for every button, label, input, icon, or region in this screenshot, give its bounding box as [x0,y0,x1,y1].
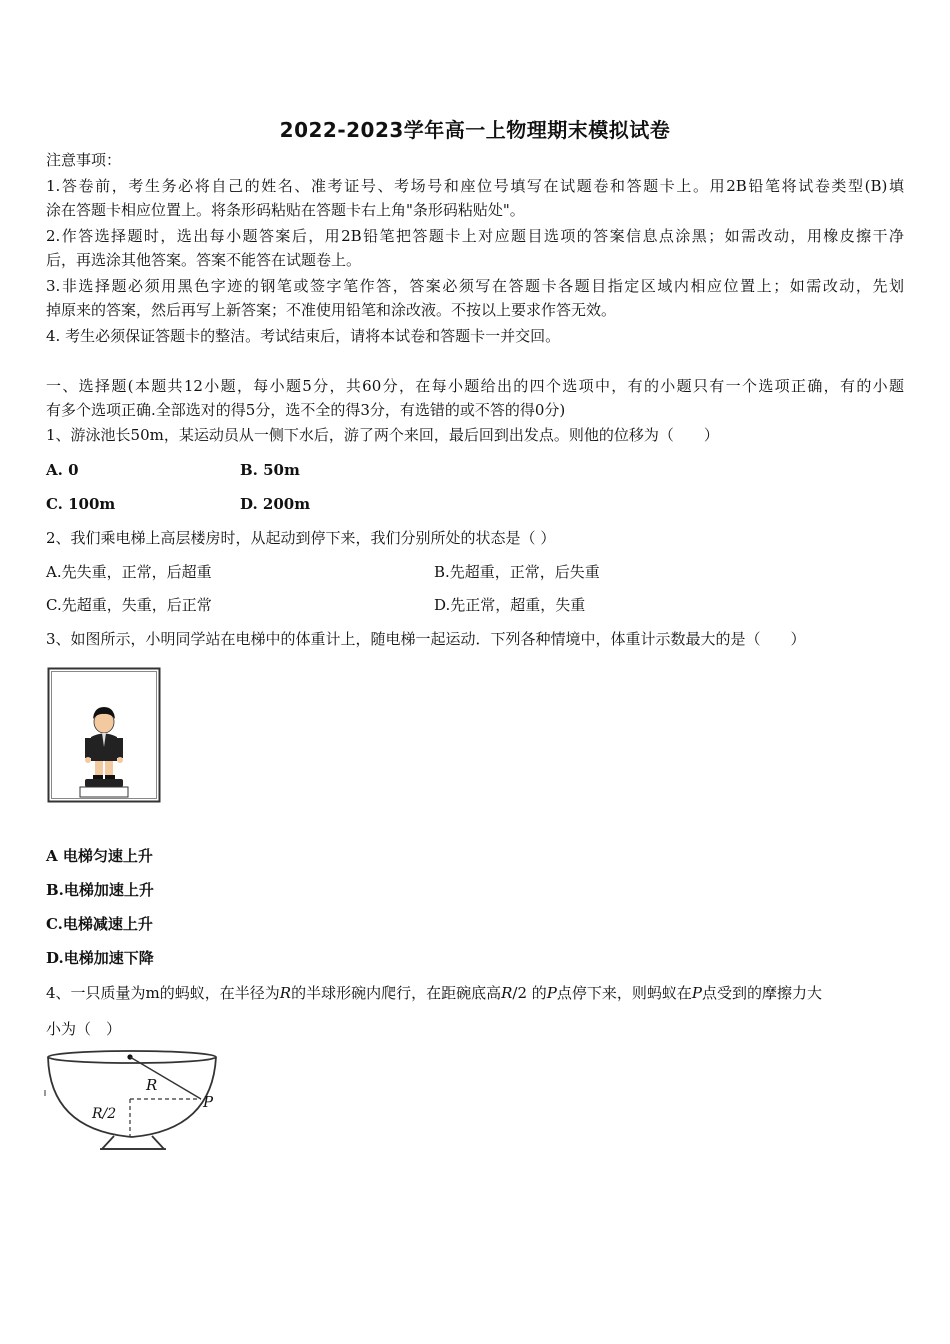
notice-line: 4. 考生必须保证答题卡的整洁。考试结束后，请将本试卷和答题卡一并交回。 [46,327,561,345]
question-2-option-b: B.先超重，正常，后失重 [434,563,600,581]
notice-line: 1.答卷前，考生务必将自己的姓名、准考证号、考场号和座位号填写在试题卷和答题卡上。用2B铅笔将试卷类型(B)填 [46,177,904,195]
notice-line: 掉原来的答案，然后再写上新答案；不准使用铅笔和涂改液。不按以上要求作答无效。 [46,301,617,319]
section-header: 一、选择题(本题共12小题，每小题5分，共60分，在每小题给出的四个选项中，有的小题只有一个选项正确，有的小题 [46,377,904,395]
question-1-option-c: C. 100m [46,495,116,513]
question-2-option-d: D.先正常，超重，失重 [434,596,586,614]
stem-text: 的半球形碗内爬行，在距碗底高 [291,984,502,1002]
stem-text: 点受到的摩擦力大 [701,984,822,1002]
question-2-option-a: A.先失重，正常，后超重 [46,563,212,581]
question-2-stem: 2、我们乘电梯上高层楼房时，从起动到停下来，我们分别所处的状态是（ ） [46,529,556,547]
stem-symbol: R [279,984,292,1002]
question-1-stem: 1、游泳池长50m，某运动员从一侧下水后，游了两个来回，最后回到出发点。则他的位移为（ ） [46,426,719,444]
question-3-option-d: D.电梯加速下降 [46,949,154,967]
question-3-option-b: B.电梯加速上升 [46,881,154,899]
radius-label: R [146,1076,158,1094]
stem-symbol: P [546,984,557,1002]
question-2-option-c: C.先超重，失重，后正常 [46,596,212,614]
notice-heading: 注意事项： [46,151,122,169]
question-4-stem-continued: 小为（ ） [46,1020,122,1038]
question-3-option-c: C.电梯减速上升 [46,915,153,933]
notice-line: 2.作答选择题时，选出每小题答案后，用2B铅笔把答题卡上对应题目选项的答案信息点涂黑；如需改动，用橡皮擦干净 [46,227,904,245]
notice-line: 后，再选涂其他答案。答案不能答在试题卷上。 [46,251,362,269]
stem-text: /2 的 [512,984,547,1002]
question-1-option-b: B. 50m [240,461,300,479]
question-4-stem [46,983,822,1003]
stem-text: 4、一只质量为m的蚂蚁，在半径为 [46,984,280,1002]
stem-symbol: P [691,984,702,1002]
stem-symbol: R [501,984,513,1002]
point-label: P [203,1093,214,1111]
bowl-figure [44,1048,222,1154]
question-3-stem: 3、如图所示，小明同学站在电梯中的体重计上，随电梯一起运动．下列各种情境中，体重计示数最大的是（ ） [46,630,806,648]
notice-line: 3.非选择题必须用黑色字迹的钢笔或签字笔作答，答案必须写在答题卡各题目指定区域内相应位置上；如需改动，先划 [46,277,904,295]
question-3-option-a: A 电梯匀速上升 [46,847,153,865]
question-1-option-a: A. 0 [46,461,79,479]
height-label: R/2 [92,1106,117,1122]
section-header: 有多个选项正确.全部选对的得5分，选不全的得3分，有选错的或不答的得0分) [46,401,566,419]
page-title: 2022-2023学年高一上物理期末模拟试卷 [279,118,671,142]
elevator-figure [47,667,161,803]
stem-text: 点停下来，则蚂蚁在 [556,984,692,1002]
notice-line: 涂在答题卡相应位置上。将条形码粘贴在答题卡右上角"条形码粘贴处"。 [46,201,525,219]
question-1-option-d: D. 200m [240,495,311,513]
